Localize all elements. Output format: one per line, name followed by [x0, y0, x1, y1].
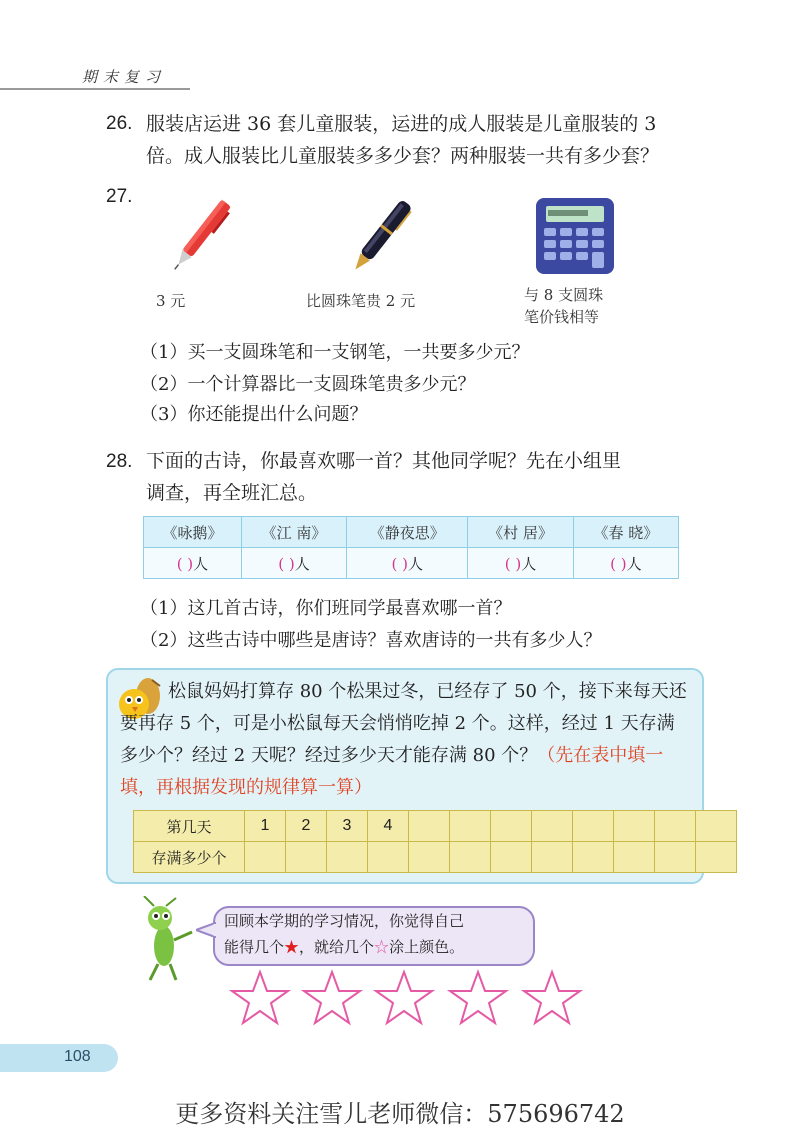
review-line2-a: 能得几个 — [224, 938, 285, 956]
calculator-price-label-line2: 笔价钱相等 — [524, 308, 600, 326]
poem-name: 《静夜思》 — [347, 517, 468, 548]
page-number-tab — [0, 1044, 118, 1072]
amount-cell[interactable] — [614, 842, 655, 873]
day-cell — [532, 811, 573, 842]
question-28-sub-1: （1）这几首古诗，你们班同学最喜欢哪一首？ — [140, 598, 512, 619]
calculator-icon — [534, 196, 618, 278]
day-cell — [655, 811, 696, 842]
day-cell: 2 — [286, 811, 327, 842]
review-prompt-line2 — [224, 934, 524, 960]
count-unit: 人 — [408, 554, 424, 573]
poem-name: 《春 晓》 — [573, 517, 678, 548]
question-26-line1: 服装店运进 36 套儿童服装，运进的成人服装是儿童服装的 3 — [146, 113, 657, 135]
rating-star-icon[interactable] — [376, 972, 432, 1023]
amount-cell[interactable] — [368, 842, 409, 873]
poem-name: 《村 居》 — [468, 517, 573, 548]
count-blank: ( ) — [610, 554, 627, 573]
day-cell: 3 — [327, 811, 368, 842]
rating-star-icon[interactable] — [450, 972, 506, 1023]
poem-count-cell[interactable] — [241, 548, 346, 579]
day-cell: 1 — [245, 811, 286, 842]
count-blank: ( ) — [391, 554, 409, 573]
poem-count-cell[interactable] — [347, 548, 468, 579]
poem-name: 《咏鹅》 — [144, 517, 242, 548]
question-27-sub-2: （2）一个计算器比一支圆珠笔贵多少元？ — [140, 374, 476, 395]
section-header: 期末复习 — [82, 68, 167, 86]
filled-star-icon: ★ — [284, 938, 300, 956]
day-cell — [491, 811, 532, 842]
poem-count-cell[interactable] — [468, 548, 573, 579]
amount-cell[interactable] — [655, 842, 696, 873]
amount-cell[interactable] — [286, 842, 327, 873]
question-26-number: 26. — [106, 113, 133, 134]
day-cell — [450, 811, 491, 842]
amount-row-label: 存满多少个 — [134, 842, 245, 873]
header-divider — [0, 88, 190, 90]
question-28-number: 28. — [106, 451, 133, 472]
self-rating-stars — [228, 966, 588, 1036]
question-28-line1: 下面的古诗，你最喜欢哪一首？其他同学呢？先在小组里 — [146, 450, 622, 472]
rating-star-icon[interactable] — [232, 972, 288, 1023]
squirrel-problem-text — [120, 676, 690, 804]
footer-note: 更多资料关注雪儿老师微信：575696742 — [175, 1100, 625, 1128]
count-blank: ( ) — [278, 554, 295, 573]
page-number: 108 — [64, 1048, 91, 1065]
calculator-price-label-line1: 与 8 支圆珠 — [524, 286, 604, 304]
day-cell — [696, 811, 737, 842]
question-27-number: 27. — [106, 186, 133, 207]
review-line2-c: 涂上颜色。 — [389, 938, 465, 956]
day-cell: 4 — [368, 811, 409, 842]
squirrel-day-table — [133, 810, 737, 873]
count-unit: 人 — [626, 554, 642, 573]
squirrel-problem-hint: （先在表中填一填，再根据发现的规律算一算） — [120, 745, 664, 798]
amount-cell[interactable] — [532, 842, 573, 873]
day-row-label: 第几天 — [134, 811, 245, 842]
review-prompt — [224, 908, 524, 960]
review-prompt-line1: 回顾本学期的学习情况，你觉得自己 — [224, 912, 465, 930]
poem-name: 《江 南》 — [241, 517, 346, 548]
count-unit: 人 — [521, 554, 537, 573]
speech-bubble-tail — [196, 922, 216, 938]
grasshopper-character-icon — [130, 896, 200, 982]
count-unit: 人 — [294, 554, 310, 573]
question-27-sub-1: （1）买一支圆珠笔和一支钢笔，一共要多少元？ — [140, 342, 530, 363]
day-cell — [614, 811, 655, 842]
count-blank: ( ) — [504, 554, 522, 573]
fountain-pen-icon — [340, 192, 420, 284]
rating-star-icon[interactable] — [524, 972, 580, 1023]
poem-count-cell[interactable] — [573, 548, 678, 579]
outline-star-icon: ☆ — [374, 938, 390, 956]
question-28-sub-2: （2）这些古诗中哪些是唐诗？喜欢唐诗的一共有多少人？ — [140, 630, 602, 651]
count-blank: ( ) — [176, 554, 194, 573]
amount-cell[interactable] — [696, 842, 737, 873]
pen-price-label: 3 元 — [156, 292, 186, 310]
poem-count-cell[interactable] — [144, 548, 242, 579]
amount-cell[interactable] — [327, 842, 368, 873]
amount-cell[interactable] — [573, 842, 614, 873]
question-26-line2: 倍。成人服装比儿童服装多多少套？两种服装一共有多少套？ — [146, 145, 660, 167]
review-line2-b: ，就给几个 — [299, 938, 375, 956]
question-27-sub-3: （3）你还能提出什么问题？ — [140, 404, 368, 425]
amount-cell[interactable] — [450, 842, 491, 873]
amount-cell[interactable] — [491, 842, 532, 873]
count-unit: 人 — [193, 554, 209, 573]
red-ballpoint-pen-icon — [160, 192, 240, 282]
amount-cell[interactable] — [409, 842, 450, 873]
day-cell — [409, 811, 450, 842]
day-cell — [573, 811, 614, 842]
poem-survey-table — [143, 516, 679, 579]
rating-star-icon[interactable] — [304, 972, 360, 1023]
amount-cell[interactable] — [245, 842, 286, 873]
question-28-line2: 调查，再全班汇总。 — [146, 482, 318, 504]
fountain-pen-price-label: 比圆珠笔贵 2 元 — [306, 292, 416, 310]
squirrel-problem-body: 松鼠妈妈打算存 80 个松果过冬，已经存了 50 个，接下来每天还要再存 5 个，可是小松鼠每天会悄悄吃掉 2 个。这样，经过 1 天存满多少个？经过 2 天呢？经过多少天才能存满 80 个？ — [120, 681, 687, 766]
